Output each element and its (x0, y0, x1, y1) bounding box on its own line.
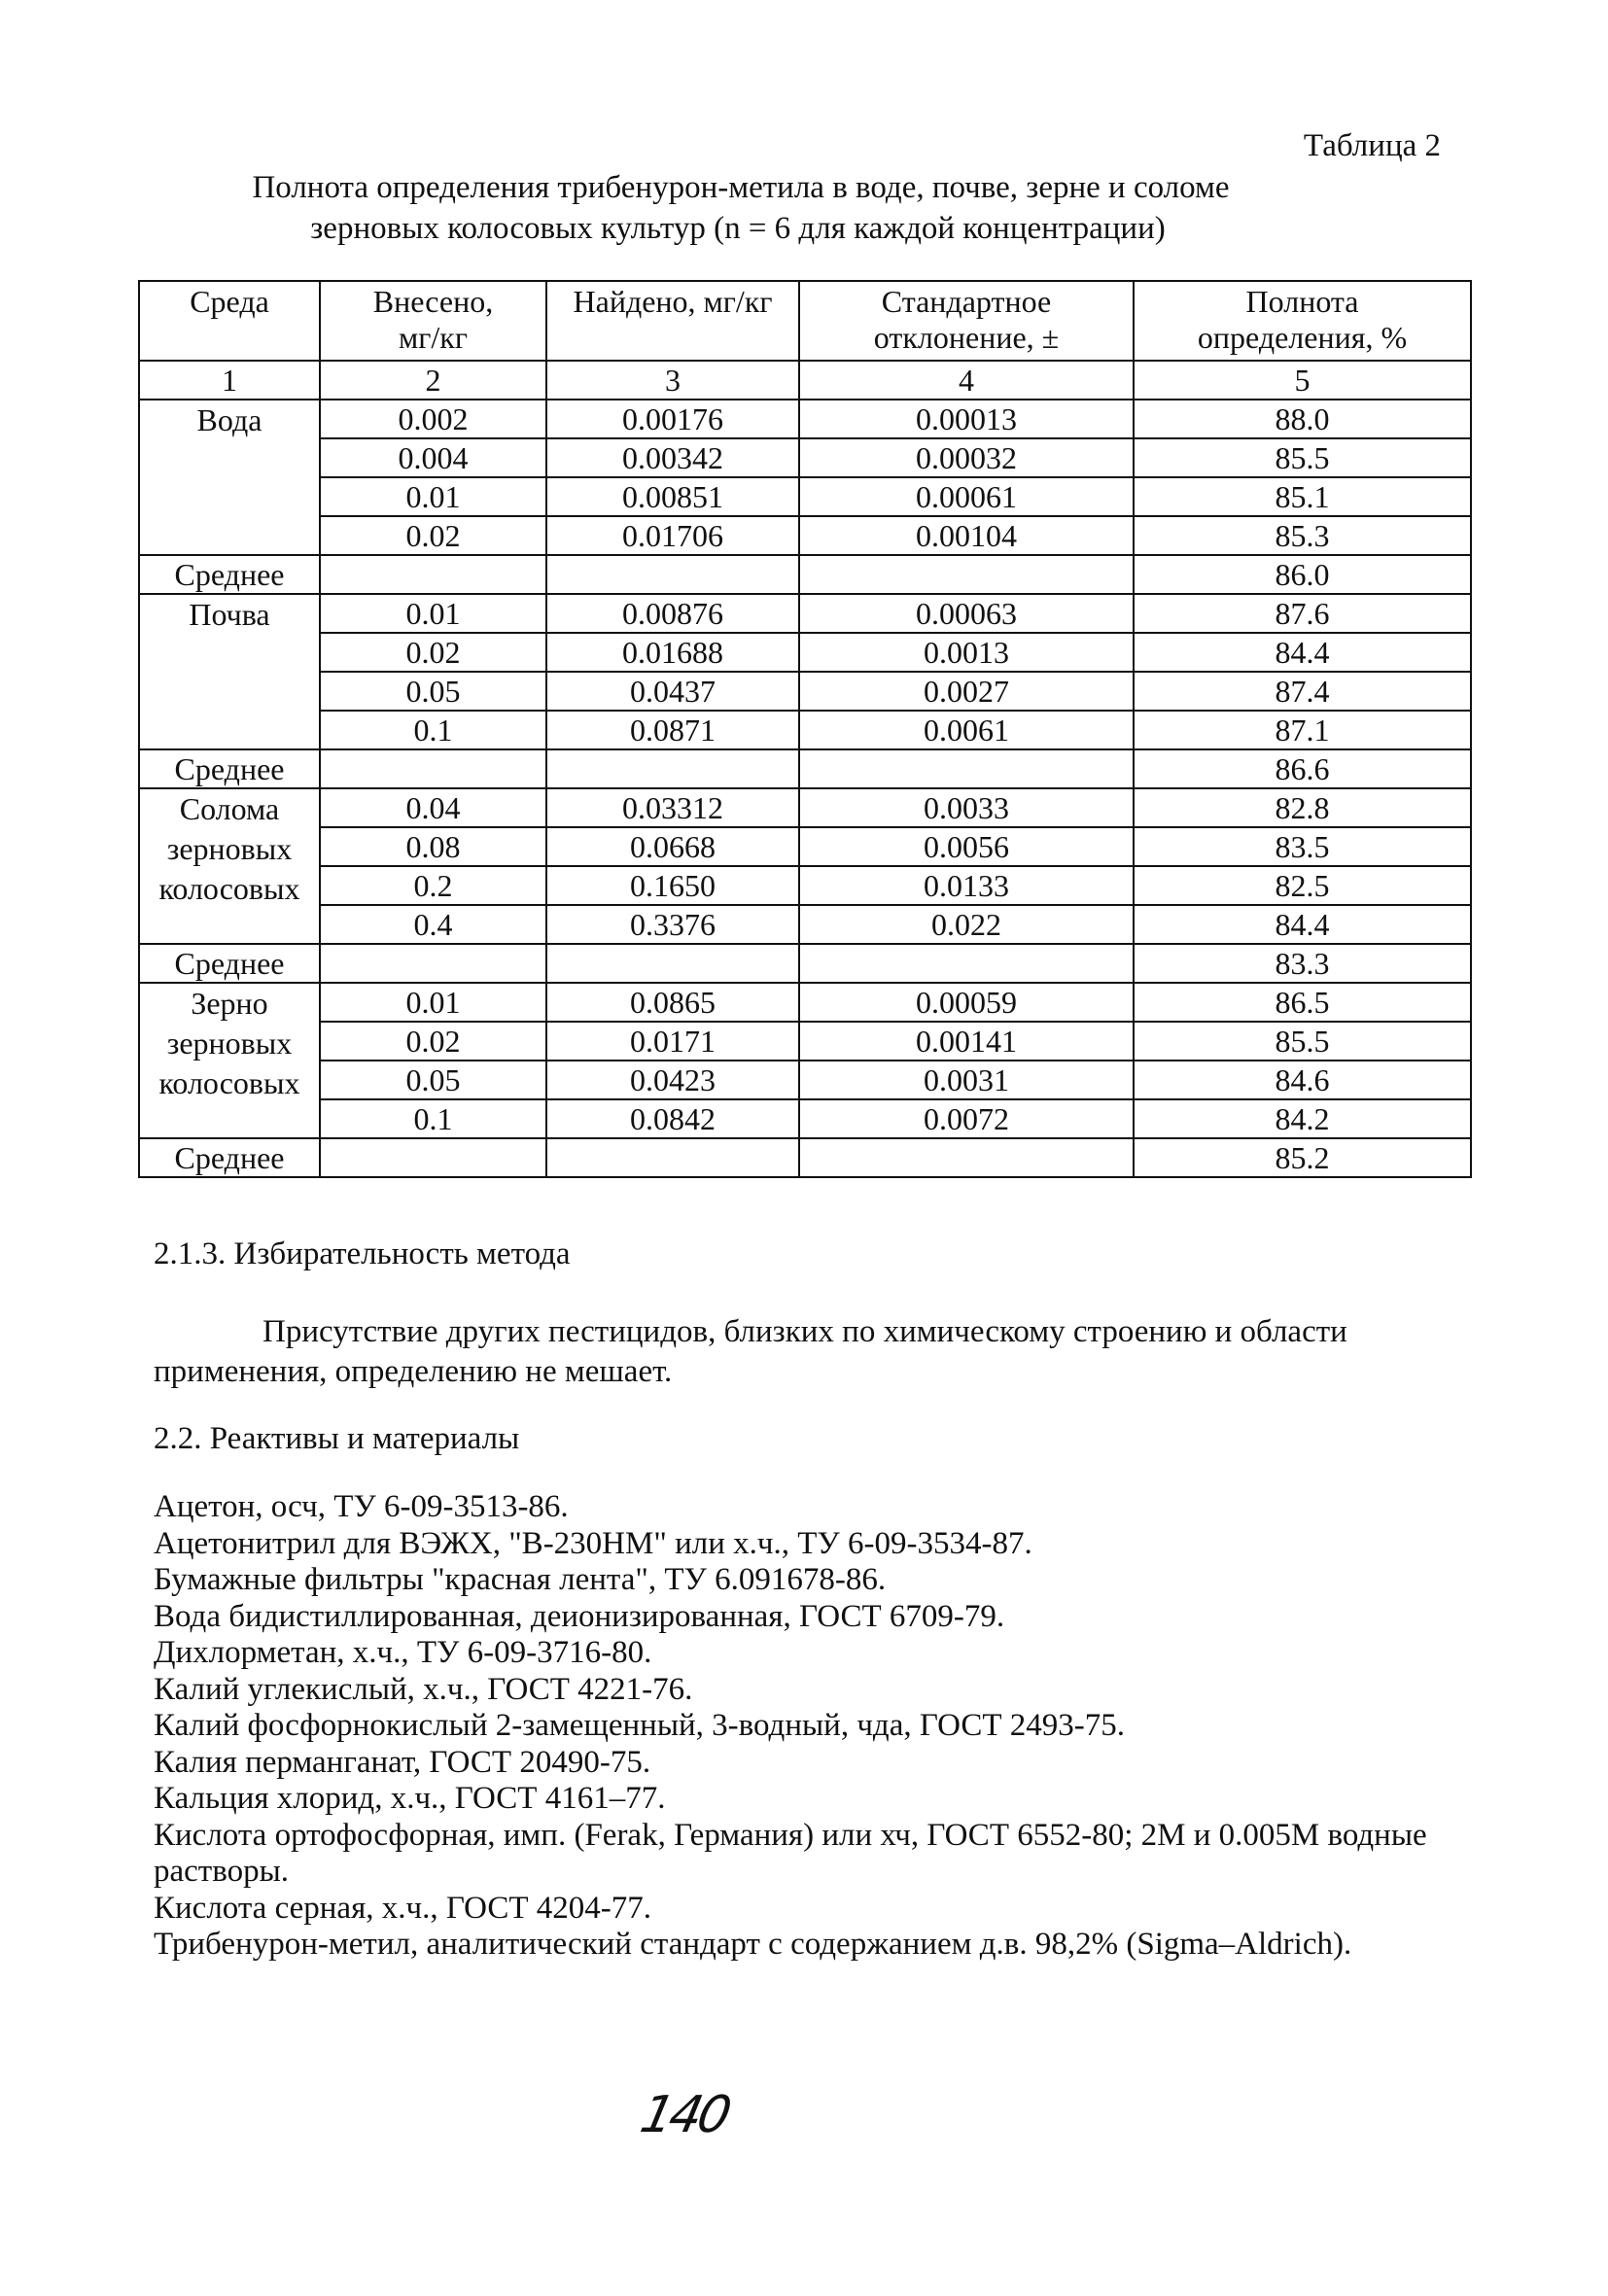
empty-cell (320, 944, 546, 983)
value-cell: 0.00013 (799, 400, 1134, 438)
table-row (139, 594, 1471, 633)
empty-cell (546, 944, 799, 983)
value-cell: 0.00176 (546, 400, 799, 438)
reagent-item: Кальция хлорид, х.ч., ГОСТ 4161–77. (154, 1781, 666, 1816)
value-cell: 85.5 (1134, 438, 1471, 477)
reagent-item: Ацетонитрил для ВЭЖХ, "В-230НМ" или х.ч., ТУ 6-09-3534-87. (154, 1525, 1032, 1561)
empty-cell (320, 1138, 546, 1177)
table-body (139, 400, 1471, 1177)
value-cell: 87.1 (1134, 711, 1471, 749)
value-cell: 85.3 (1134, 516, 1471, 555)
value-cell: 0.0871 (546, 711, 799, 749)
column-number-cell: 1 (139, 361, 320, 400)
value-cell: 84.2 (1134, 1099, 1471, 1138)
table-header-row (139, 281, 1471, 361)
table-row (139, 1099, 1471, 1138)
empty-cell (320, 749, 546, 788)
table-title (0, 167, 1608, 249)
mean-value-cell: 83.3 (1134, 944, 1471, 983)
value-cell: 0.2 (320, 866, 546, 905)
value-cell: 0.0668 (546, 827, 799, 866)
section-heading-2-2: 2.2. Реактивы и материалы (154, 1421, 520, 1456)
value-cell: 0.0027 (799, 672, 1134, 711)
table-row (139, 633, 1471, 672)
mean-value-cell: 85.2 (1134, 1138, 1471, 1177)
value-cell: 0.02 (320, 1022, 546, 1061)
value-cell: 0.00063 (799, 594, 1134, 633)
reagent-item: Вода бидистиллированная, деионизированная, ГОСТ 6709-79. (154, 1598, 1005, 1634)
header-cell-1: Среда (139, 281, 320, 361)
value-cell: 0.0171 (546, 1022, 799, 1061)
column-number-cell: 2 (320, 361, 546, 400)
value-cell: 0.05 (320, 672, 546, 711)
value-cell: 0.0842 (546, 1099, 799, 1138)
table-row (139, 905, 1471, 944)
empty-cell (799, 749, 1134, 788)
page-number: 140 (635, 2086, 733, 2144)
value-cell: 0.0865 (546, 983, 799, 1022)
value-cell: 0.00141 (799, 1022, 1134, 1061)
recovery-table (138, 280, 1472, 1178)
header-cell-4: Стандартное отклонение, ± (799, 281, 1134, 361)
value-cell: 0.022 (799, 905, 1134, 944)
value-cell: 0.08 (320, 827, 546, 866)
empty-cell (799, 1138, 1134, 1177)
value-cell: 0.1 (320, 711, 546, 749)
value-cell: 0.0133 (799, 866, 1134, 905)
reagent-item: Калий фосфорнокислый 2-замещенный, 3-водный, чда, ГОСТ 2493-75. (154, 1708, 1126, 1743)
reagent-item: Кислота ортофосфорная, имп. (Ferak, Германия) или хч, ГОСТ 6552-80; 2М и 0.005М водные (154, 1817, 1427, 1853)
value-cell: 0.04 (320, 788, 546, 827)
value-cell: 0.0072 (799, 1099, 1134, 1138)
value-cell: 0.00061 (799, 477, 1134, 516)
value-cell: 0.02 (320, 633, 546, 672)
value-cell: 84.4 (1134, 633, 1471, 672)
reagent-item: Бумажные фильтры "красная лента", ТУ 6.091678-86. (154, 1562, 887, 1597)
mean-value-cell: 86.6 (1134, 749, 1471, 788)
value-cell: 0.0061 (799, 711, 1134, 749)
empty-cell (546, 555, 799, 594)
reagent-item: Дихлорметан, х.ч., ТУ 6-09-3716-80. (154, 1635, 652, 1670)
empty-cell (799, 944, 1134, 983)
selectivity-paragraph (154, 1312, 1456, 1392)
value-cell: 0.4 (320, 905, 546, 944)
value-cell: 0.0423 (546, 1061, 799, 1099)
mean-row (139, 1138, 1471, 1177)
mean-label-cell: Среднее (139, 1138, 320, 1177)
selectivity-line1: Присутствие других пестицидов, близких по химическому строению и области (262, 1314, 1347, 1349)
medium-cell: Солома зерновых колосовых (139, 788, 320, 944)
table-row (139, 516, 1471, 555)
table-row (139, 1061, 1471, 1099)
value-cell: 85.1 (1134, 477, 1471, 516)
value-cell: 0.00104 (799, 516, 1134, 555)
value-cell: 0.00032 (799, 438, 1134, 477)
value-cell: 0.00876 (546, 594, 799, 633)
value-cell: 0.3376 (546, 905, 799, 944)
table-label: Таблица 2 (1303, 128, 1441, 163)
table-row (139, 983, 1471, 1022)
value-cell: 0.0056 (799, 827, 1134, 866)
reagent-item: Ацетон, осч, ТУ 6-09-3513-86. (154, 1489, 569, 1524)
header-cell-2: Внесено, мг/кг (320, 281, 546, 361)
mean-label-cell: Среднее (139, 944, 320, 983)
reagent-item: растворы. (154, 1854, 289, 1889)
table-row (139, 400, 1471, 438)
value-cell: 0.00851 (546, 477, 799, 516)
value-cell: 0.01688 (546, 633, 799, 672)
medium-cell: Зерно зерновых колосовых (139, 983, 320, 1138)
value-cell: 0.01 (320, 983, 546, 1022)
mean-label-cell: Среднее (139, 749, 320, 788)
header-cell-5: Полнота определения, % (1134, 281, 1471, 361)
value-cell: 0.00059 (799, 983, 1134, 1022)
empty-cell (799, 555, 1134, 594)
column-number-cell: 5 (1134, 361, 1471, 400)
value-cell: 84.6 (1134, 1061, 1471, 1099)
table-row (139, 711, 1471, 749)
value-cell: 0.03312 (546, 788, 799, 827)
column-number-row (139, 361, 1471, 400)
column-number-cell: 4 (799, 361, 1134, 400)
table-row (139, 672, 1471, 711)
value-cell: 0.0033 (799, 788, 1134, 827)
selectivity-line2: применения, определению не мешает. (154, 1354, 673, 1389)
mean-label-cell: Среднее (139, 555, 320, 594)
value-cell: 0.01 (320, 594, 546, 633)
value-cell: 0.02 (320, 516, 546, 555)
table-title-line2: зерновых колосовых культур (n = 6 для каждой концентрации) (310, 211, 1166, 246)
mean-value-cell: 86.0 (1134, 555, 1471, 594)
value-cell: 82.8 (1134, 788, 1471, 827)
column-number-cell: 3 (546, 361, 799, 400)
value-cell: 87.6 (1134, 594, 1471, 633)
reagent-item: Калия перманганат, ГОСТ 20490-75. (154, 1744, 651, 1780)
empty-cell (546, 749, 799, 788)
value-cell: 0.1 (320, 1099, 546, 1138)
section-heading-2-1-3: 2.1.3. Избирательность метода (154, 1236, 571, 1271)
table-row (139, 788, 1471, 827)
table-row (139, 866, 1471, 905)
value-cell: 82.5 (1134, 866, 1471, 905)
empty-cell (546, 1138, 799, 1177)
value-cell: 84.4 (1134, 905, 1471, 944)
medium-cell: Вода (139, 400, 320, 555)
value-cell: 0.1650 (546, 866, 799, 905)
value-cell: 86.5 (1134, 983, 1471, 1022)
value-cell: 0.01 (320, 477, 546, 516)
table-row (139, 477, 1471, 516)
value-cell: 0.01706 (546, 516, 799, 555)
table-row (139, 827, 1471, 866)
mean-row (139, 555, 1471, 594)
reagent-item: Кислота серная, х.ч., ГОСТ 4204-77. (154, 1890, 651, 1926)
reagents-list (154, 1489, 1476, 1964)
mean-row (139, 749, 1471, 788)
reagent-item: Калий углекислый, х.ч., ГОСТ 4221-76. (154, 1671, 693, 1707)
value-cell: 0.0031 (799, 1061, 1134, 1099)
value-cell: 0.004 (320, 438, 546, 477)
value-cell: 87.4 (1134, 672, 1471, 711)
header-cell-3: Найдено, мг/кг (546, 281, 799, 361)
value-cell: 85.5 (1134, 1022, 1471, 1061)
medium-cell: Почва (139, 594, 320, 749)
empty-cell (320, 555, 546, 594)
value-cell: 0.05 (320, 1061, 546, 1099)
value-cell: 83.5 (1134, 827, 1471, 866)
table-title-line1: Полнота определения трибенурон-метила в воде, почве, зерне и соломе (252, 170, 1230, 205)
value-cell: 0.002 (320, 400, 546, 438)
mean-row (139, 944, 1471, 983)
table-row (139, 438, 1471, 477)
table-row (139, 1022, 1471, 1061)
value-cell: 0.0437 (546, 672, 799, 711)
reagent-item: Трибенурон-метил, аналитический стандарт с содержанием д.в. 98,2% (Sigma–Aldrich). (154, 1927, 1352, 1962)
value-cell: 0.00342 (546, 438, 799, 477)
value-cell: 88.0 (1134, 400, 1471, 438)
value-cell: 0.0013 (799, 633, 1134, 672)
